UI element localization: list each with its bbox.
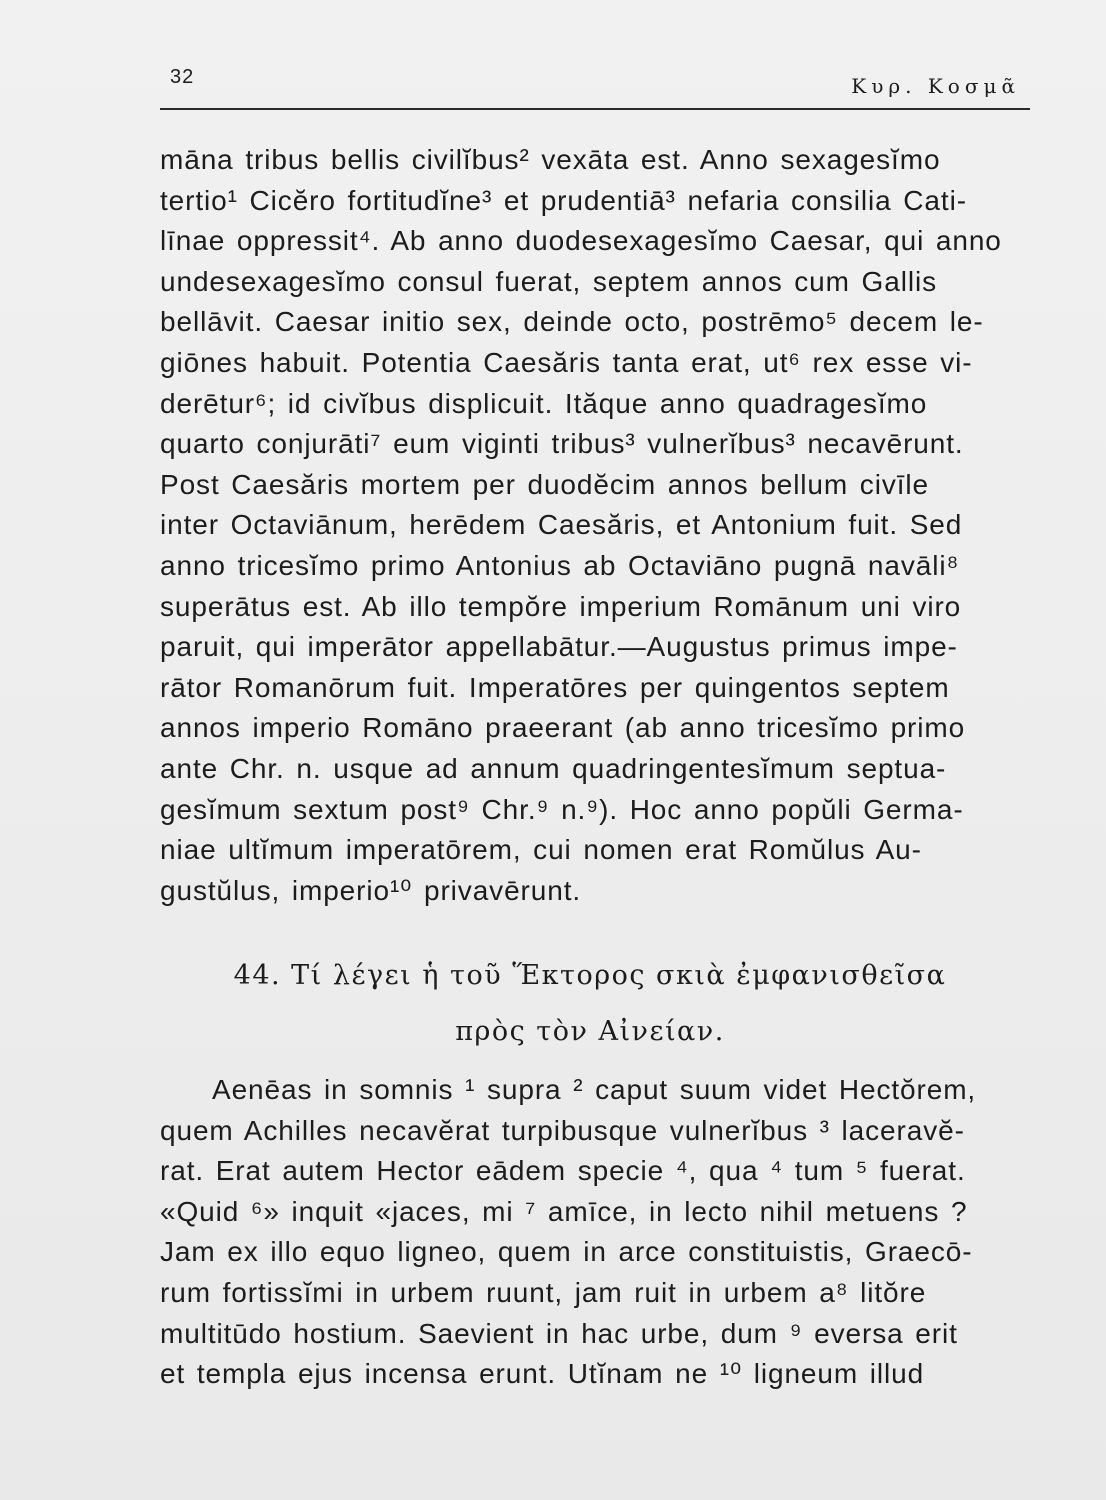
text-line: paruit, qui imperātor appellabātur.—Augustus primus impe- xyxy=(160,631,958,663)
text-line: giōnes habuit. Potentia Caesăris tanta erat, ut⁶ rex esse vi- xyxy=(160,346,973,378)
text-line: annos imperio Romāno praeerant (ab anno tricesĭmo primo xyxy=(160,712,966,744)
text-line: ante Chr. n. usque ad annum quadringentesĭmum septua- xyxy=(160,752,947,784)
page-number: 32 xyxy=(170,66,195,88)
text-line: multitūdo hostium. Saevient in hac urbe, dum ⁹ eversa erit xyxy=(160,1317,958,1349)
text-line: rātor Romanōrum fuit. Imperatōres per quingentos septem xyxy=(160,671,950,703)
text-line: et templa ejus incensa erunt. Utĭnam ne ¹⁰ ligneum illud xyxy=(160,1358,925,1390)
text-line: rum fortissĭmi in urbem ruunt, jam ruit in urbem a⁸ litŏre xyxy=(160,1276,927,1308)
text-line: derētur⁶; id civĭbus displicuit. Ităque anno quadragesĭmo xyxy=(160,387,928,419)
text-line: līnae oppressit⁴. Ab anno duodesexagesĭmo Caesar, qui anno xyxy=(160,225,1002,257)
text-line: quem Achilles necavĕrat turpibusque vulnerĭbus ³ laceravĕ- xyxy=(160,1114,965,1146)
text-line: Aenēas in somnis ¹ supra ² caput suum videt Hectŏrem, xyxy=(212,1074,977,1105)
text-line: gesĭmum sextum post⁹ Chr.⁹ n.⁹). Hoc anno popŭli Germa- xyxy=(160,793,964,825)
header-rule xyxy=(160,108,1030,110)
text-line: Jam ex illo equo ligneo, quem in arce constituistis, Graecō- xyxy=(160,1236,973,1268)
text-line: Post Caesăris mortem per duodĕcim annos bellum civīle xyxy=(160,468,930,500)
section-heading-line-1: 44. Τί λέγει ἡ τοῦ Ἕκτορος σκιὰ ἐμφανισθεῖσα xyxy=(233,960,947,991)
text-line: niae ultĭmum imperatōrem, cui nomen erat Romŭlus Au- xyxy=(160,834,922,866)
text-line: quarto conjurāti⁷ eum viginti tribus³ vulnerĭbus³ necavērunt. xyxy=(160,428,964,460)
text-line: superātus est. Ab illo tempŏre imperium Romānum uni viro xyxy=(160,590,962,622)
text-line: rat. Erat autem Hector eādem specie ⁴, qua ⁴ tum ⁵ fuerat. xyxy=(160,1155,966,1187)
section-heading xyxy=(160,948,1020,1060)
page-header xyxy=(160,66,1030,106)
text-line: bellāvit. Caesar initio sex, deinde octo, postrēmo⁵ decem le- xyxy=(160,306,984,338)
text-line: undesexagesĭmo consul fuerat, septem annos cum Gallis xyxy=(160,265,937,297)
text-line: anno tricesĭmo primo Antonius ab Octaviāno pugnā navāli⁸ xyxy=(160,549,960,581)
running-head: Κυρ. Κοσμᾶ xyxy=(851,74,1020,98)
text-line: «Quid ⁶» inquit «jaces, mi ⁷ amīce, in lecto nihil metuens ? xyxy=(160,1195,968,1227)
text-line: tertio¹ Cicĕro fortitudĭne³ et prudentiā³ nefaria consilia Cati- xyxy=(160,184,967,216)
text-line: māna tribus bellis civilĭbus² vexāta est. Anno sexagesĭmo xyxy=(160,144,941,175)
text-line: gustŭlus, imperio¹⁰ privavērunt. xyxy=(160,874,582,906)
paragraph-2 xyxy=(160,1070,1020,1395)
paragraph-1 xyxy=(160,140,1020,911)
text-line: inter Octaviānum, herēdem Caesăris, et Antonium fuit. Sed xyxy=(160,509,963,541)
section-heading-line-2: πρὸς τὸν Αἰνείαν. xyxy=(455,1016,725,1047)
